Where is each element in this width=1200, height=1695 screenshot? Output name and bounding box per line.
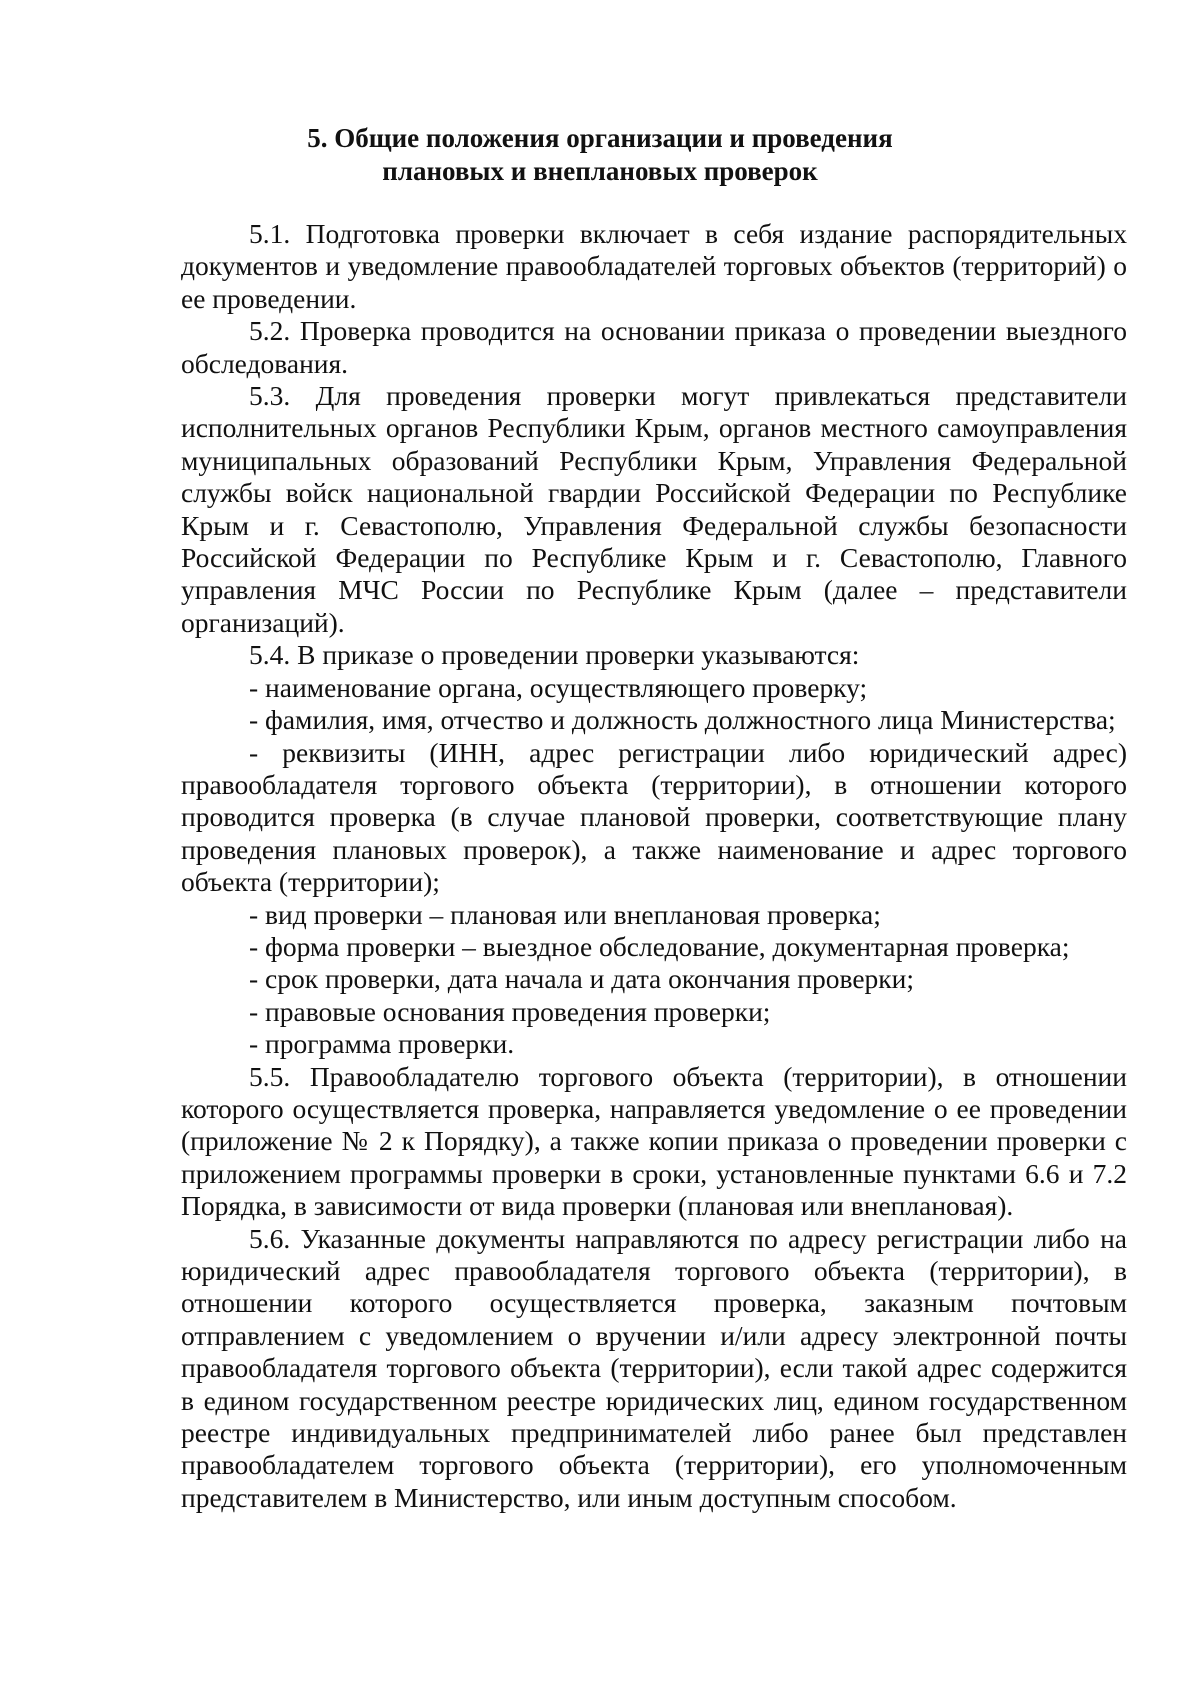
paragraph-5-4: 5.4. В приказе о проведении проверки указываются: [249,639,860,671]
paragraph-5-2: 5.2. Проверка проводится на основании приказа о проведении выездного обследования. [181,315,1127,379]
list-item-program: - программа проверки. [249,1028,515,1060]
list-item-official-name: - фамилия, имя, отчество и должность должностного лица Министерства; [249,704,1116,736]
paragraph-5-3: 5.3. Для проведения проверки могут привлекаться представители исполнительных органов Республики Крым, органов местного самоуправления муниципальных образований Республики Крым, Управления Федеральной службы войск национальной гвардии Российской Федерации по Республике Крым и г. Севастополю, Управления Федеральной службы безопасности Российской Федерации по Республике Крым и г. Севастополю, Главного управления МЧС России по Республике Крым (далее – представители организаций). [181,380,1127,638]
list-item-inspection-type: - вид проверки – плановая или внеплановая проверка; [249,898,881,930]
section-heading-line-2: плановых и внеплановых проверок [382,156,818,186]
section-heading [0,122,1200,188]
list-item-inspection-form: - форма проверки – выездное обследование, документарная проверка; [249,930,1070,962]
list-item-legal-grounds: - правовые основания проведения проверки; [249,995,771,1027]
section-heading-line-1: 5. Общие положения организации и проведения [307,123,893,153]
paragraph-5-6: 5.6. Указанные документы направляются по адресу регистрации либо на юридический адрес правообладателя торгового объекта (территории), в отношении которого осуществляется проверка, заказным почтовым отправлением с уведомлением о вручении и/или адресу электронной почты правообладателя торгового объекта (территории), если такой адрес содержится в едином государственном реестре юридических лиц, едином государственном реестре индивидуальных предпринимателей либо ранее был представлен правообладателем торгового объекта (территории), его уполномоченным представителем в Министерство, или иным доступным способом. [181,1222,1127,1513]
list-item-organ-name: - наименование органа, осуществляющего проверку; [249,671,868,703]
paragraph-5-5: 5.5. Правообладателю торгового объекта (территории), в отношении которого осуществляется проверка, направляется уведомление о ее проведении (приложение № 2 к Порядку), а также копии приказа о проведении проверки с приложением программы проверки в сроки, установленные пунктами 6.6 и 7.2 Порядка, в зависимости от вида проверки (плановая или внеплановая). [181,1060,1127,1222]
list-item-inspection-term: - срок проверки, дата начала и дата окончания проверки; [249,963,915,995]
list-item-requisites: - реквизиты (ИНН, адрес регистрации либо юридический адрес) правообладателя торгового объекта (территории), в отношении которого проводится проверка (в случае плановой проверки, соответствующие плану проведения плановых проверок), а также наименование и адрес торгового объекта (территории); [181,736,1127,898]
paragraph-5-1: 5.1. Подготовка проверки включает в себя издание распорядительных документов и уведомление правообладателей торговых объектов (территорий) о ее проведении. [181,218,1127,314]
section-body [181,218,1127,1514]
